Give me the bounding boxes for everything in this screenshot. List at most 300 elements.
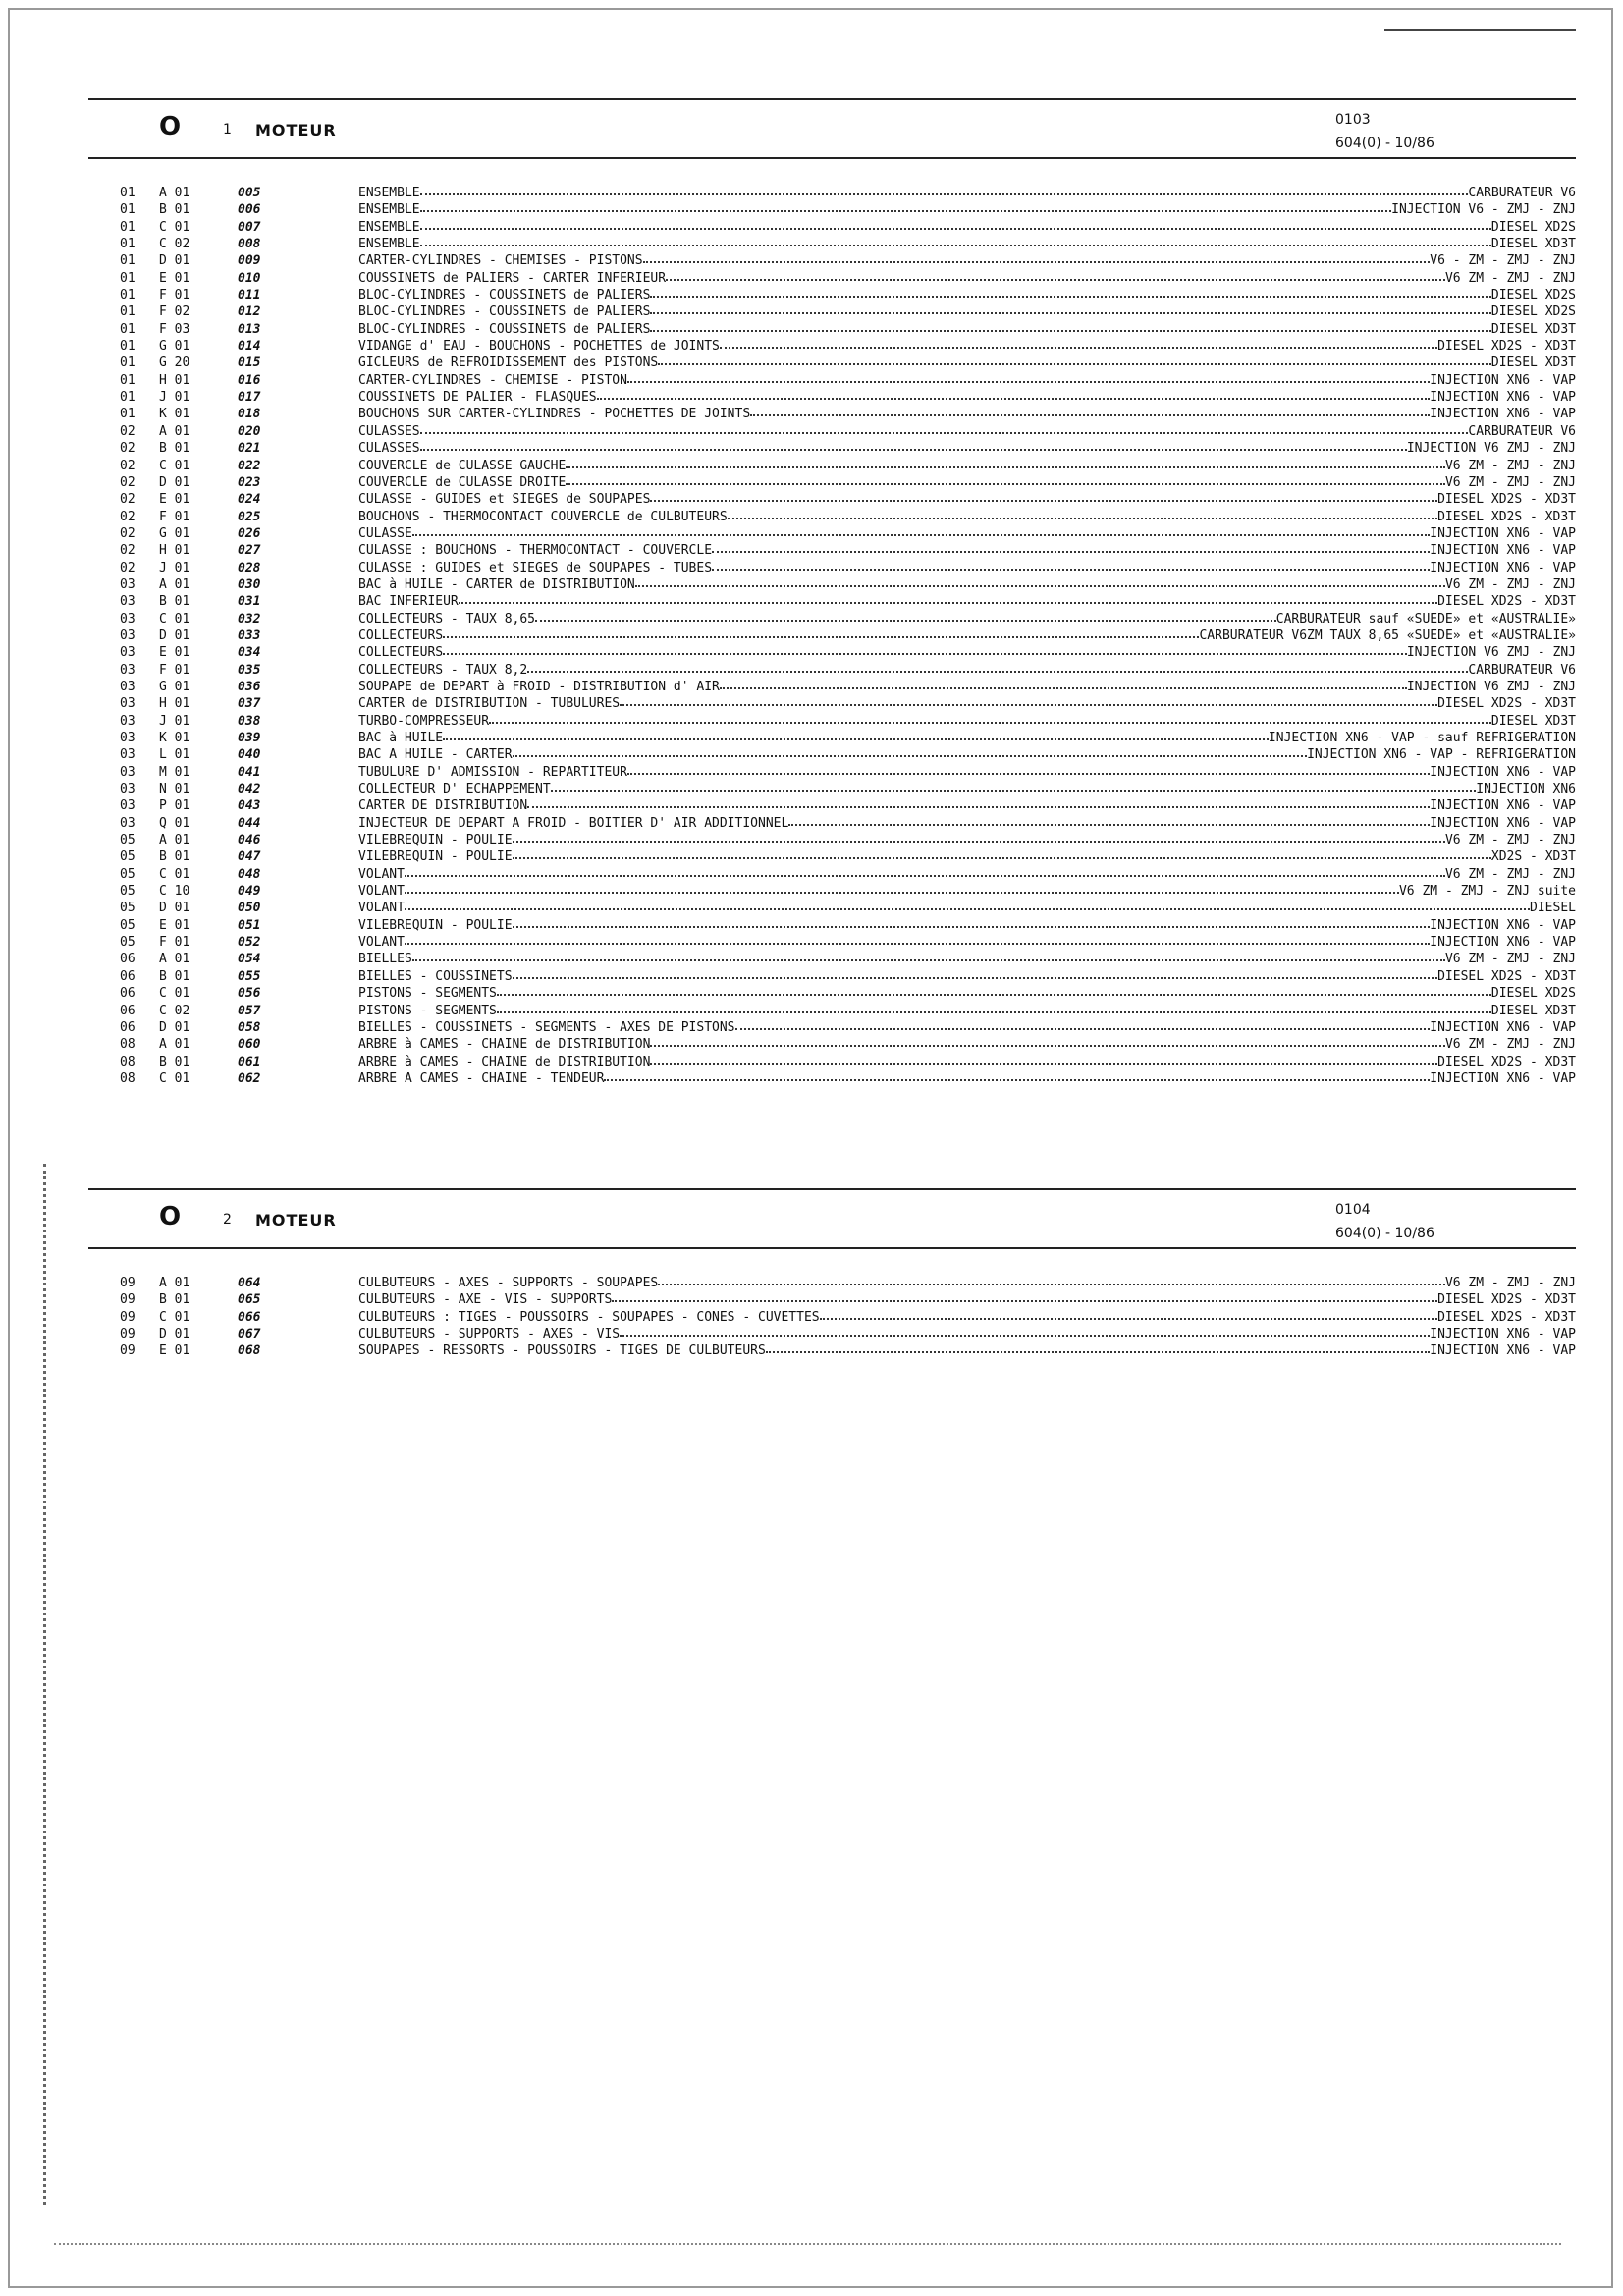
- application: INJECTION XN6 - VAP: [1430, 407, 1576, 422]
- leader-dots: [513, 746, 1308, 757]
- description-line: [358, 201, 1576, 218]
- part-description: CARTER de DISTRIBUTION - TUBULURES: [358, 696, 621, 712]
- index-row: [88, 746, 1576, 763]
- leader-dots: [658, 1275, 1445, 1285]
- description-line: [358, 781, 1576, 797]
- leader-dots: [443, 730, 1269, 740]
- application: DIESEL XD2S: [1490, 219, 1576, 235]
- description-line: [358, 219, 1576, 236]
- application: INJECTION V6 - ZMJ - ZNJ: [1391, 202, 1576, 218]
- description-line: [358, 185, 1576, 201]
- group-code: 09: [120, 1292, 135, 1308]
- page-number: 026: [238, 525, 261, 541]
- leader-dots: [513, 968, 1438, 979]
- description-line: [358, 1070, 1576, 1087]
- description-line: [358, 866, 1576, 883]
- page-number: 057: [238, 1003, 261, 1018]
- page-number: 049: [238, 884, 261, 900]
- group-code: 09: [120, 1327, 135, 1342]
- group-code: 09: [120, 1343, 135, 1359]
- part-description: VILEBREQUIN - POULIE: [358, 833, 513, 848]
- leader-dots: [650, 321, 1490, 332]
- group-code: 09: [120, 1276, 135, 1290]
- application: CARBURATEUR V6: [1468, 662, 1576, 678]
- index-row: [88, 951, 1576, 967]
- part-description: CULBUTEURS : TIGES - POUSSOIRS - SOUPAPES - CONES - CUVETTES: [358, 1309, 820, 1325]
- group-code: 03: [120, 628, 135, 643]
- index-row: [88, 423, 1576, 440]
- application: INJECTION XN6 - VAP: [1430, 1019, 1576, 1035]
- group-code: 06: [120, 986, 135, 1002]
- description-line: [358, 576, 1576, 593]
- part-description: CULASSE : BOUCHONS - THERMOCONTACT - COUVERCLE: [358, 543, 713, 559]
- description-line: [358, 1309, 1576, 1326]
- subgroup-code: B 01: [159, 968, 190, 984]
- description-line: [358, 797, 1576, 814]
- index-row: [88, 338, 1576, 355]
- subgroup-code: G 20: [159, 355, 190, 371]
- part-description: ARBRE A CAMES - CHAINE - TENDEUR: [358, 1070, 605, 1086]
- group-code: 05: [120, 935, 135, 951]
- description-line: [358, 252, 1576, 269]
- leader-dots: [720, 679, 1407, 689]
- subgroup-code: K 01: [159, 407, 190, 422]
- page-number: 051: [238, 917, 261, 933]
- part-description: ENSEMBLE: [358, 202, 420, 218]
- index-row: [88, 509, 1576, 525]
- subgroup-code: C 01: [159, 458, 190, 473]
- description-line: [358, 746, 1576, 763]
- index-row: [88, 781, 1576, 797]
- application: DIESEL XD2S - XD3T: [1437, 339, 1576, 355]
- group-code: 05: [120, 917, 135, 933]
- subgroup-code: C 01: [159, 1070, 190, 1086]
- index-row: [88, 458, 1576, 474]
- application: INJECTION XN6 - VAP: [1430, 917, 1576, 933]
- subgroup-code: C 01: [159, 1309, 190, 1325]
- description-line: [358, 440, 1576, 457]
- subgroup-code: F 01: [159, 288, 190, 303]
- part-description: CARTER-CYLINDRES - CHEMISES - PISTONS: [358, 253, 643, 269]
- description-line: [358, 372, 1576, 389]
- description-line: [358, 338, 1576, 355]
- description-line: [358, 628, 1576, 644]
- index-row: [88, 611, 1576, 628]
- page-number: 060: [238, 1037, 261, 1053]
- group-code: 03: [120, 576, 135, 592]
- application: DIESEL XD2S - XD3T: [1437, 492, 1576, 508]
- section-moteur-1: [88, 98, 1576, 1087]
- description-line: [358, 951, 1576, 967]
- subgroup-code: C 02: [159, 1003, 190, 1018]
- application: CARBURATEUR sauf «SUEDE» et «AUSTRALIE»: [1275, 611, 1576, 627]
- index-row: [88, 730, 1576, 746]
- section-number: 2: [223, 1212, 232, 1228]
- page-number: 067: [238, 1327, 261, 1342]
- leader-dots: [405, 883, 1399, 894]
- part-description: ENSEMBLE: [358, 237, 420, 252]
- application: V6 ZM - ZMJ - ZNJ: [1444, 952, 1576, 967]
- application: INJECTION XN6 - VAP: [1430, 390, 1576, 406]
- leader-dots: [420, 423, 1469, 434]
- application: DIESEL XD3T: [1490, 321, 1576, 337]
- subgroup-code: E 01: [159, 492, 190, 508]
- group-code: 01: [120, 219, 135, 235]
- group-code: 03: [120, 782, 135, 797]
- index-list: [88, 1275, 1576, 1360]
- description-line: [358, 848, 1576, 865]
- part-description: CULASSE - GUIDES et SIEGES de SOUPAPES: [358, 492, 651, 508]
- group-code: 01: [120, 186, 135, 200]
- part-description: GICLEURS de REFROIDISSEMENT des PISTONS: [358, 355, 659, 371]
- page-number: 055: [238, 968, 261, 984]
- page-number: 066: [238, 1309, 261, 1325]
- application: CARBURATEUR V6: [1468, 423, 1576, 439]
- application: CARBURATEUR V6ZM TAUX 8,65 «SUEDE» et «AUSTRALIE»: [1199, 628, 1576, 643]
- leader-dots: [527, 797, 1430, 808]
- index-row: [88, 764, 1576, 781]
- group-code: 06: [120, 952, 135, 967]
- application: V6 ZM - ZMJ - ZNJ: [1444, 833, 1576, 848]
- index-row: [88, 185, 1576, 201]
- index-row: [88, 576, 1576, 593]
- group-code: 01: [120, 202, 135, 218]
- subgroup-code: E 01: [159, 917, 190, 933]
- description-line: [358, 458, 1576, 474]
- group-code: 01: [120, 321, 135, 337]
- subgroup-code: G 01: [159, 679, 190, 694]
- index-row: [88, 815, 1576, 832]
- application: DIESEL XD2S - XD3T: [1437, 594, 1576, 610]
- subgroup-code: J 01: [159, 560, 190, 575]
- part-description: COUSSINETS de PALIERS - CARTER INFERIEUR: [358, 270, 667, 286]
- index-row: [88, 440, 1576, 457]
- page-number: 043: [238, 798, 261, 814]
- page-number: 050: [238, 901, 261, 916]
- index-row: [88, 321, 1576, 338]
- subgroup-code: D 01: [159, 1327, 190, 1342]
- group-code: 08: [120, 1070, 135, 1086]
- group-code: 09: [120, 1309, 135, 1325]
- page-number: 009: [238, 253, 261, 269]
- group-code: 03: [120, 731, 135, 745]
- part-description: COLLECTEURS: [358, 645, 444, 661]
- index-row: [88, 491, 1576, 508]
- section-code: 0104: [1335, 1202, 1371, 1218]
- index-row: [88, 1054, 1576, 1070]
- leader-dots: [566, 458, 1445, 468]
- index-row: [88, 797, 1576, 814]
- subgroup-code: C 01: [159, 986, 190, 1002]
- index-row: [88, 219, 1576, 236]
- description-line: [358, 764, 1576, 781]
- page-number: 037: [238, 696, 261, 712]
- page-number: 015: [238, 355, 261, 371]
- leader-dots: [497, 1003, 1491, 1013]
- page-number: 056: [238, 986, 261, 1002]
- page-number: 040: [238, 747, 261, 763]
- leader-dots: [513, 917, 1431, 928]
- leader-dots: [420, 185, 1469, 195]
- description-line: [358, 423, 1576, 440]
- group-code: 06: [120, 968, 135, 984]
- index-row: [88, 713, 1576, 730]
- description-line: [358, 491, 1576, 508]
- leader-dots: [635, 576, 1445, 587]
- application: V6 ZM - ZMJ - ZNJ: [1444, 1037, 1576, 1053]
- group-code: 01: [120, 304, 135, 320]
- section-title: MOTEUR: [255, 1211, 337, 1230]
- page-number: 035: [238, 662, 261, 678]
- index-row: [88, 848, 1576, 865]
- group-code: 05: [120, 849, 135, 865]
- part-description: CULBUTEURS - SUPPORTS - AXES - VIS: [358, 1327, 621, 1342]
- index-row: [88, 303, 1576, 320]
- description-line: [358, 236, 1576, 252]
- subgroup-code: M 01: [159, 764, 190, 780]
- part-description: SOUPAPES - RESSORTS - POUSSOIRS - TIGES DE CULBUTEURS: [358, 1343, 766, 1359]
- description-line: [358, 900, 1576, 916]
- leader-dots: [412, 951, 1445, 961]
- description-line: [358, 883, 1576, 900]
- group-code: 02: [120, 441, 135, 457]
- application: DIESEL XD3T: [1490, 355, 1576, 371]
- part-description: BAC à HUILE: [358, 731, 444, 745]
- index-row: [88, 236, 1576, 252]
- part-description: COLLECTEURS - TAUX 8,2: [358, 662, 528, 678]
- subgroup-code: F 03: [159, 321, 190, 337]
- subgroup-code: C 01: [159, 866, 190, 882]
- description-line: [358, 593, 1576, 610]
- description-line: [358, 1342, 1576, 1359]
- application: INJECTION XN6 - VAP: [1430, 543, 1576, 559]
- leader-dots: [612, 1291, 1437, 1302]
- section-header: [88, 98, 1576, 159]
- subgroup-code: B 01: [159, 849, 190, 865]
- index-row: [88, 406, 1576, 422]
- part-description: COLLECTEURS: [358, 628, 444, 643]
- section-code: 0103: [1335, 112, 1371, 128]
- index-row: [88, 679, 1576, 695]
- index-row: [88, 270, 1576, 287]
- leader-dots: [820, 1309, 1438, 1320]
- subgroup-code: H 01: [159, 696, 190, 712]
- index-row: [88, 1275, 1576, 1291]
- group-code: 03: [120, 696, 135, 712]
- leader-dots: [712, 560, 1430, 571]
- leader-dots: [420, 236, 1491, 246]
- leader-dots: [489, 713, 1491, 724]
- subgroup-code: A 01: [159, 576, 190, 592]
- part-description: CULBUTEURS - AXE - VIS - SUPPORTS: [358, 1292, 613, 1308]
- part-description: CULASSES: [358, 423, 420, 439]
- description-line: [358, 542, 1576, 559]
- part-description: BOUCHONS - THERMOCONTACT COUVERCLE de CULBUTEURS: [358, 509, 728, 524]
- description-line: [358, 1326, 1576, 1342]
- leader-dots: [650, 303, 1490, 314]
- page-number: 061: [238, 1054, 261, 1069]
- index-list: [88, 185, 1576, 1087]
- part-description: BOUCHONS SUR CARTER-CYLINDRES - POCHETTES DE JOINTS: [358, 407, 751, 422]
- application: INJECTION XN6 - VAP: [1430, 1070, 1576, 1086]
- application: V6 ZM - ZMJ - ZNJ: [1444, 474, 1576, 490]
- page-number: 030: [238, 576, 261, 592]
- part-description: TURBO-COMPRESSEUR: [358, 713, 490, 729]
- part-description: BAC A HUILE - CARTER: [358, 747, 513, 763]
- group-code: 03: [120, 747, 135, 763]
- description-line: [358, 1036, 1576, 1053]
- page-number: 034: [238, 645, 261, 661]
- index-row: [88, 883, 1576, 900]
- description-line: [358, 713, 1576, 730]
- leader-dots: [527, 662, 1468, 673]
- group-code: 01: [120, 270, 135, 286]
- subgroup-code: G 01: [159, 339, 190, 355]
- description-line: [358, 815, 1576, 832]
- group-code: 01: [120, 339, 135, 355]
- part-description: VILEBREQUIN - POULIE: [358, 849, 513, 865]
- part-description: COLLECTEUR D' ECHAPPEMENT: [358, 782, 551, 797]
- leader-dots: [620, 1326, 1430, 1337]
- leader-dots: [459, 593, 1437, 604]
- section-ref: 604(0) - 10/86: [1335, 136, 1434, 151]
- part-description: VOLANT: [358, 935, 405, 951]
- subgroup-code: B 01: [159, 441, 190, 457]
- page-number: 044: [238, 815, 261, 831]
- group-code: 01: [120, 237, 135, 252]
- subgroup-code: A 01: [159, 833, 190, 848]
- group-code: 02: [120, 474, 135, 490]
- application: DIESEL XD2S - XD3T: [1437, 696, 1576, 712]
- leader-dots: [712, 542, 1430, 553]
- subgroup-code: D 01: [159, 628, 190, 643]
- part-description: PISTONS - SEGMENTS: [358, 1003, 497, 1018]
- index-row: [88, 628, 1576, 644]
- leader-dots: [604, 1070, 1430, 1081]
- application: INJECTION XN6 - VAP: [1430, 798, 1576, 814]
- page-number: 023: [238, 474, 261, 490]
- section-letter: O: [159, 112, 182, 141]
- page-number: 068: [238, 1343, 261, 1359]
- group-code: 03: [120, 713, 135, 729]
- application: V6 ZM - ZMJ - ZNJ: [1444, 1276, 1576, 1290]
- description-line: [358, 611, 1576, 628]
- index-row: [88, 355, 1576, 371]
- part-description: BAC INFERIEUR: [358, 594, 459, 610]
- index-row: [88, 287, 1576, 303]
- application: INJECTION XN6 - VAP: [1430, 372, 1576, 388]
- description-line: [358, 303, 1576, 320]
- page-number: 042: [238, 782, 261, 797]
- application: INJECTION XN6 - VAP: [1430, 560, 1576, 575]
- page-number: 027: [238, 543, 261, 559]
- application: DIESEL: [1530, 901, 1576, 916]
- application: DIESEL XD3T: [1490, 237, 1576, 252]
- subgroup-code: Q 01: [159, 815, 190, 831]
- leader-dots: [650, 491, 1437, 502]
- group-code: 01: [120, 253, 135, 269]
- description-line: [358, 355, 1576, 371]
- group-code: 03: [120, 679, 135, 694]
- group-code: 05: [120, 833, 135, 848]
- subgroup-code: C 01: [159, 611, 190, 627]
- description-line: [358, 832, 1576, 848]
- binding-ticks: [43, 1164, 52, 2205]
- application: INJECTION XN6 - VAP - sauf REFRIGERATION: [1268, 731, 1576, 745]
- part-description: ENSEMBLE: [358, 186, 420, 200]
- subgroup-code: K 01: [159, 731, 190, 745]
- index-row: [88, 1326, 1576, 1342]
- page-number: 052: [238, 935, 261, 951]
- subgroup-code: H 01: [159, 372, 190, 388]
- section-letter: O: [159, 1202, 182, 1231]
- application: CARBURATEUR V6: [1468, 186, 1576, 200]
- description-line: [358, 474, 1576, 491]
- part-description: BLOC-CYLINDRES - COUSSINETS de PALIERS: [358, 304, 651, 320]
- leader-dots: [720, 338, 1437, 349]
- description-line: [358, 321, 1576, 338]
- page-number: 065: [238, 1292, 261, 1308]
- page-number: 038: [238, 713, 261, 729]
- index-row: [88, 1019, 1576, 1036]
- application: DIESEL XD2S - XD3T: [1437, 1054, 1576, 1069]
- index-row: [88, 917, 1576, 934]
- subgroup-code: C 10: [159, 884, 190, 900]
- part-description: ENSEMBLE: [358, 219, 420, 235]
- index-row: [88, 372, 1576, 389]
- leader-dots: [643, 252, 1431, 263]
- group-code: 01: [120, 288, 135, 303]
- part-description: COUVERCLE de CULASSE DROITE: [358, 474, 567, 490]
- part-description: BLOC-CYLINDRES - COUSSINETS de PALIERS: [358, 288, 651, 303]
- page-number: 016: [238, 372, 261, 388]
- subgroup-code: A 01: [159, 1037, 190, 1053]
- group-code: 03: [120, 594, 135, 610]
- subgroup-code: E 01: [159, 645, 190, 661]
- page-number: 032: [238, 611, 261, 627]
- page-number: 022: [238, 458, 261, 473]
- part-description: PISTONS - SEGMENTS: [358, 986, 497, 1002]
- subgroup-code: L 01: [159, 747, 190, 763]
- page-number: 048: [238, 866, 261, 882]
- description-line: [358, 985, 1576, 1002]
- subgroup-code: N 01: [159, 782, 190, 797]
- index-row: [88, 695, 1576, 712]
- section-ref: 604(0) - 10/86: [1335, 1226, 1434, 1241]
- group-code: 03: [120, 611, 135, 627]
- application: INJECTION XN6 - VAP: [1430, 764, 1576, 780]
- leader-dots: [443, 644, 1407, 655]
- description-line: [358, 644, 1576, 661]
- page-number: 062: [238, 1070, 261, 1086]
- application: DIESEL XD2S: [1490, 304, 1576, 320]
- subgroup-code: E 01: [159, 1343, 190, 1359]
- page-number: 018: [238, 407, 261, 422]
- application: V6 ZM - ZMJ - ZNJ: [1444, 270, 1576, 286]
- page-number: 064: [238, 1276, 261, 1290]
- group-code: 01: [120, 355, 135, 371]
- application: DIESEL XD2S: [1490, 986, 1576, 1002]
- part-description: BIELLES: [358, 952, 412, 967]
- page-number: 007: [238, 219, 261, 235]
- subgroup-code: D 01: [159, 901, 190, 916]
- leader-dots: [443, 628, 1199, 638]
- index-row: [88, 985, 1576, 1002]
- description-line: [358, 509, 1576, 525]
- page-number: 031: [238, 594, 261, 610]
- description-line: [358, 525, 1576, 542]
- part-description: CARTER-CYLINDRES - CHEMISE - PISTON: [358, 372, 627, 388]
